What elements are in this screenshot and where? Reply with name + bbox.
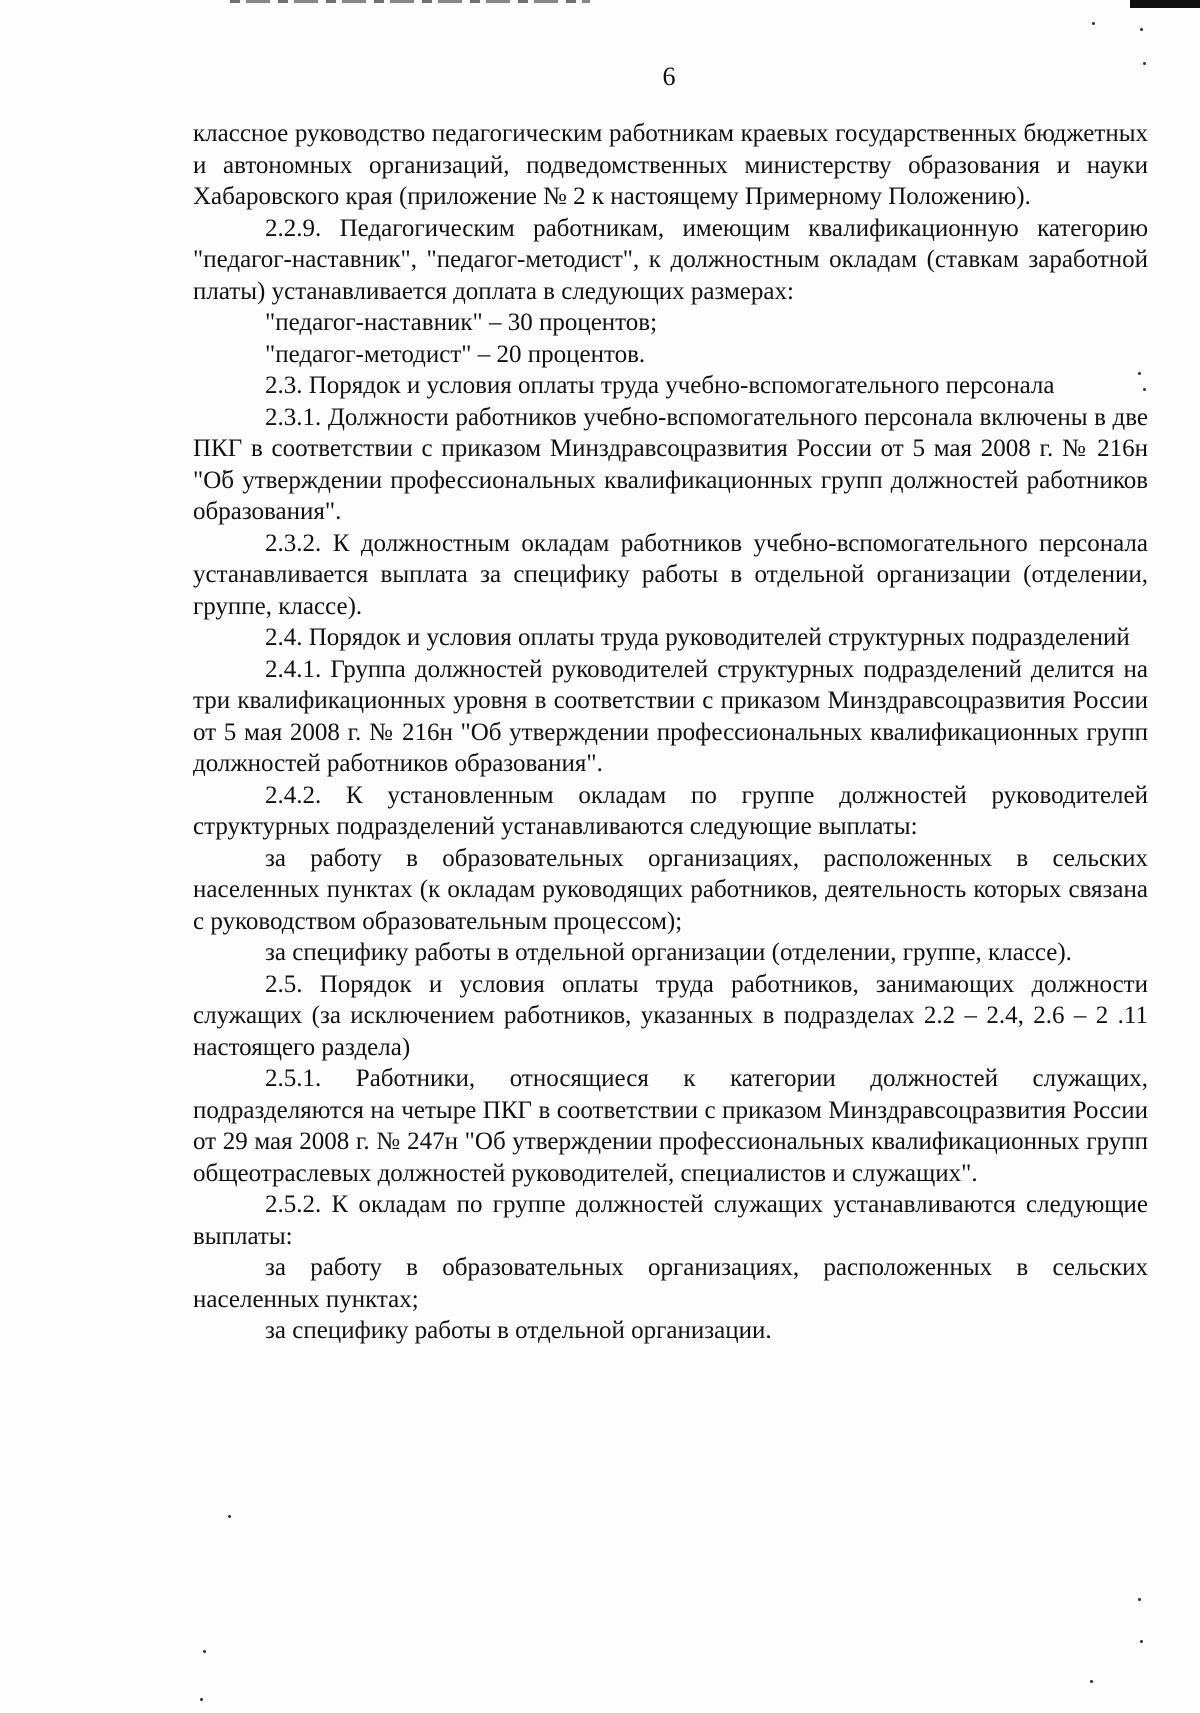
document-body: [193, 118, 1148, 1347]
paragraph: 2.2.9. Педагогическим работникам, имеющим квалификационную категорию "педагог-наставник", "педагог-методист", к должностным окладам (ставкам заработной платы) устанавливается доплата в следующих размерах:: [193, 214, 1148, 305]
page-number: 6: [662, 62, 676, 91]
paragraph: 2.3.1. Должности работников учебно-вспомогательного персонала включены в две ПКГ в соответствии с приказом Минздравсоцразвития России от 5 мая 2008 г. № 216н "Об утверждении профессиональных квалификационных групп должностей работников образования".: [193, 403, 1148, 525]
scan-artifact-top: [230, 0, 590, 3]
scan-speck: [228, 1515, 231, 1518]
paragraph: 2.4. Порядок и условия оплаты труда руководителей структурных подразделений: [265, 624, 1130, 651]
paragraph: за специфику работы в отдельной организации (отделении, группе, классе).: [265, 939, 1072, 966]
paragraph: 2.5.1. Работники, относящиеся к категории должностей служащих, подразделяются на четыре ПКГ в соответствии с приказом Минздравсоцразвития России от 29 мая 2008 г. № 247н "Об утверждении профессиональных квалификационных групп общеотраслевых должностей руководителей, специалистов и служащих".: [193, 1065, 1148, 1187]
paragraph: 2.4.2. К установленным окладам по группе должностей руководителей структурных подразделений устанавливаются следующие выплаты:: [193, 781, 1148, 840]
paragraph: за специфику работы в отдельной организации.: [265, 1317, 772, 1344]
scan-speck: [1140, 28, 1143, 31]
scan-speck: [200, 1698, 203, 1701]
scan-speck: [203, 1650, 206, 1653]
scan-speck: [1140, 1640, 1143, 1643]
paragraph: 2.4.1. Группа должностей руководителей структурных подразделений делится на три квалификационных уровня в соответствии с приказом Минздравсоцразвития России от 5 мая 2008 г. № 216н "Об утверждении профессиональных квалификационных групп должностей работников образования".: [193, 655, 1148, 777]
scan-speck: [1090, 1680, 1093, 1683]
scan-speck: [1138, 1598, 1141, 1601]
paragraph: "педагог-наставник" – 30 процентов;: [265, 309, 658, 336]
scan-speck: [1092, 22, 1095, 25]
paragraph: 2.5.2. К окладам по группе должностей служащих устанавливаются следующие выплаты:: [193, 1191, 1148, 1250]
paragraph: "педагог-методист" – 20 процентов.: [265, 340, 646, 368]
paragraph: 2.3.2. К должностным окладам работников учебно-вспомогательного персонала устанавливается выплата за специфику работы в отдельной организации (отделении, группе, классе).: [193, 529, 1148, 620]
scan-artifact-corner: [1130, 0, 1200, 8]
paragraph: за работу в образовательных организациях, расположенных в сельских населенных пунктах;: [193, 1254, 1148, 1313]
paragraph: классное руководство педагогическим работникам краевых государственных бюджетных и автономных организаций, подведомственных министерству образования и науки Хабаровского края (приложение № 2 к настоящему Примерному Положению).: [193, 120, 1148, 210]
paragraph: за работу в образовательных организациях, расположенных в сельских населенных пунктах (к окладам руководящих работников, деятельность которых связана с руководством образовательным процессом);: [193, 844, 1148, 935]
paragraph: 2.3. Порядок и условия оплаты труда учебно-вспомогательного персонала: [265, 372, 1055, 399]
paragraph: 2.5. Порядок и условия оплаты труда работников, занимающих должности служащих (за исключением работников, указанных в подразделах 2.2 – 2.4, 2.6 – 2 .11 настоящего раздела): [193, 970, 1148, 1061]
